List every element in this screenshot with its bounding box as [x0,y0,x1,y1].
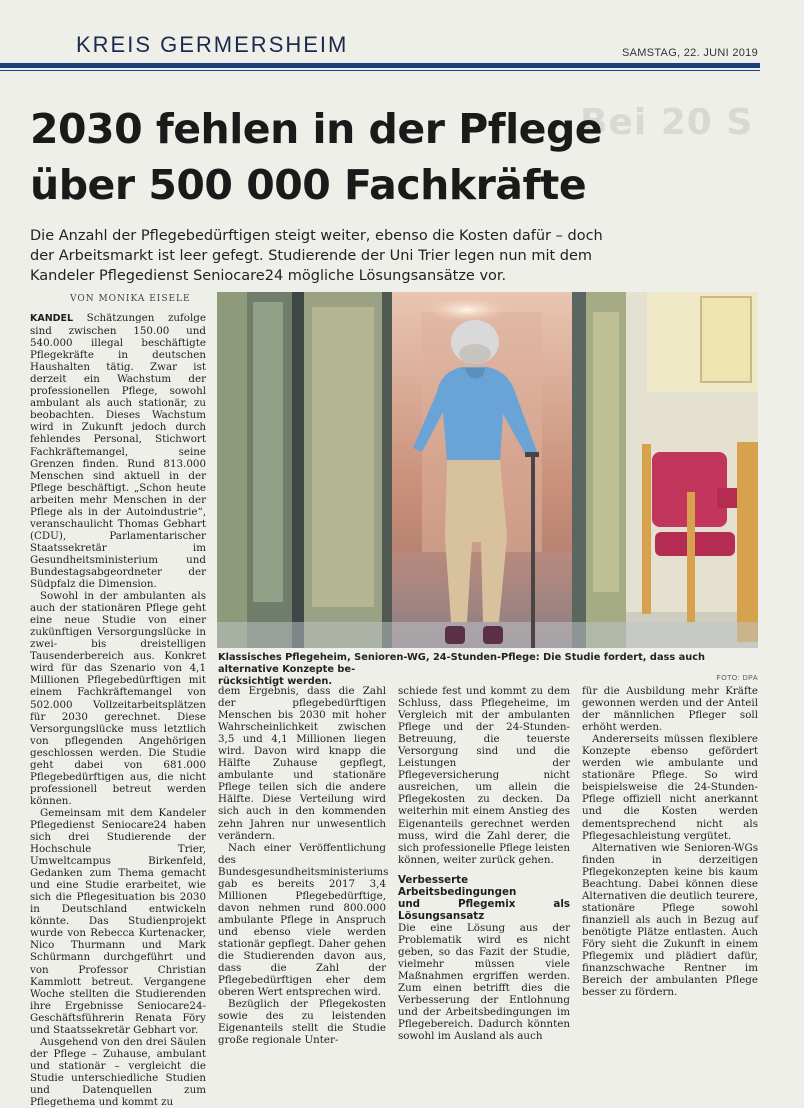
issue-date: SAMSTAG, 22. JUNI 2019 [621,47,758,59]
text-column-2 [218,685,389,1047]
text-column-3 [398,685,570,1043]
subheading-line-2: und Pflegemix als Lösungsansatz [398,897,570,922]
nursing-home-corridor-image [217,292,758,648]
article-photo [217,292,758,648]
caption-line-2: rücksichtigt werden. [218,676,333,687]
section-title: KREIS GERMERSHEIM [76,32,349,57]
paragraph: Nach einer Veröffentlichung des Bundesgesundheitsministeriums gab es bereits 2017 3,4 Millionen Pflegebedürftige, davon nehmen rund 800.000 ambulante Pflege in Anspruch und ebenso viele werden stationär gepflegt. Daher gehen die Studierenden davon aus, dass die Zahl der Pflegebedürftigen eher dem oberen Wert entsprechen wird. [218,841,389,999]
paragraph: Sowohl in der ambulanten als auch der stationären Pflege geht eine neue Studie von einer zukünftigen Versorgungslücke in zwei- bis dreistelligen Tausenderbereich aus. Konkret wird für das Szenario von 4,1 Millionen Pflegebedürftigen mit einem Fachkräftemangel von 502.000 Vollzeitarbeitsplätzen für 2030 gerechnet. Diese Versorgungslücke muss letztlich von pflegenden Angehörigen geschlossen werden. Die Studie geht dabei von 681.000 Pflegebedürftigen aus, die nicht professionell betreut werden können. [30,590,206,807]
lead-line-1: Die Anzahl der Pflegebedürftigen steigt weiter, ebenso die Kosten dafür – doch [30,228,603,244]
lead-line-2: der Arbeitsmarkt ist leer gefegt. Studierende der Uni Trier legen nun mit dem [30,248,593,264]
paragraph [30,312,206,590]
photo-caption [218,652,758,688]
paragraph-text: Schätzungen zufolge sind zwischen 150.00 und 540.000 illegal beschäftigte Pflegekräfte in deutschen Haushalten tätig. Zwar ist derzeit ein Wachstum der professionellen Pflege, sowohl ambulant als auch stationär, zu beobachten. Dieses Wachstum wird in Zukunft jedoch durch fehlendes Personal, Stichwort Fachkräftemangel, seine Grenzen finden. Rund 813.000 Menschen sind aktuell in der Pflege beschäftigt. „Schon heute arbeiten mehr Menschen in der Pflege als in der Autoindustrie“, veranschaulicht Thomas Gebhart (CDU), Parlamentarischer Staatssekretär im Gesundheitsministerium und Bundestagsabgeordneter der Südpfalz die Dimension. [30,312,206,591]
masthead-rule [0,63,760,68]
masthead-rule-thin [0,70,760,71]
subheading-line-1: Verbesserte Arbeitsbedingungen [398,873,517,898]
paragraph: Bezüglich der Pflegekosten sowie des zu leistenden Eigenanteils stellt die Studie große regionale Unter- [218,998,386,1047]
dateline: KANDEL [30,313,74,324]
show-through-headline: Bei 20 S [580,102,754,143]
paragraph: Ausgehend von den drei Säulen der Pflege – Zuhause, ambulant und stationär – vergleicht die Studie unterschiedliche Studien und Datenquellen zum Pflegethema und kommt zu [30,1035,206,1108]
paragraph: Alternativen wie Senioren-WGs finden in derzeitigen Pflegekonzepten keine bis kaum Beachtung. Dabei können diese Alternativen die deutlich teurere, stationäre Pflege sowohl finanziell als auch in Bezug auf benötigte Plätze entlasten. Auch Föry sieht die Zukunft in einem Pflegemix und plädiert dafür, finanzschwache Rentner im Bereich der ambulanten Pflege besser zu fördern. [582,841,758,999]
paragraph: Gemeinsam mit dem Kandeler Pflegedienst Seniocare24 haben sich drei Studierende der Hochschule Trier, Umweltcampus Birkenfeld, Gedanken zum Thema gemacht und eine Studie erarbeitet, wie sich die Pflegesituation bis 2030 in Deutschland entwickeln könnte. Das Studienprojekt wurde von Rebecca Kurtenacker, Nico Thurmann und Mark Schürmann durchgeführt und von Professor Christian Kammlott betreut. Vergangene Woche stellten die Studierenden ihre Ergebnisse Seniocare24-Geschäftsführerin Renata Föry und Staatssekretär Gebhart vor. [30,806,206,1036]
text-column-4 [582,685,758,999]
paragraph: schiede fest und kommt zu dem Schluss, dass Pflegeheime, im Vergleich mit der ambulanten Pflege und der 24-Stunden-Betreuung, die teuerste Versorgung sind und die Leistungen der Pflegeversicherung nicht ausreichen, um allein die Pflegekosten zu decken. Da weiterhin mit einem Anstieg des Eigenanteils gerechnet werden muss, wird die Zahl derer, die sich professionelle Pflege leisten können, weiter zurück gehen. [398,685,570,866]
paragraph: Andererseits müssen flexiblere Konzepte ebenso gefördert werden wie ambulante und stationäre Pflege. So wird beispielsweise die 24-Stunden-Pflege offiziell nicht anerkannt und die Kosten werden dementsprechend nicht als Pflegesachleistung vergütet. [582,733,758,842]
caption-line-1: Klassisches Pflegeheim, Senioren-WG, 24-Stunden-Pflege: Die Studie fordert, dass auch alternative Konzepte be- [218,652,705,675]
headline-line-1: 2030 fehlen in der Pflege [30,105,603,153]
text-column-1 [30,312,206,1108]
paragraph: Die eine Lösung aus der Problematik wird es nicht geben, so das Fazit der Studie, vielmehr müssen viele Maßnahmen ergriffen werden. Zum einen betrifft dies die Verbesserung der Entlohnung und der Arbeitsbedingungen im Pflegebereich. Dadurch könnten sowohl im Ausland als auch [398,921,570,1043]
lead-line-3: Kandeler Pflegedienst Seniocare24 mögliche Lösungsansätze vor. [30,268,507,284]
subheading [398,874,570,922]
paragraph: für die Ausbildung mehr Kräfte gewonnen werden und der Anteil der männlichen Pfleger soll erhöht werden. [582,685,758,734]
headline-line-2: über 500 000 Fachkräfte [30,161,587,209]
byline: VON MONIKA EISELE [70,294,191,304]
photo-credit: FOTO: DPA [716,675,758,682]
paragraph: dem Ergebnis, dass die Zahl der pflegebedürftigen Menschen bis 2030 mit hoher Wahrscheinlichkeit zwischen 3,5 und 4,1 Millionen liegen wird. Davon wird knapp die Hälfte Zuhause gepflegt, ambulante und stationäre Pflege teilen sich die andere Hälfte. Diese Verteilung wird sich auch in den kommenden zehn Jahren nur unwesentlich verändern. [218,685,386,842]
